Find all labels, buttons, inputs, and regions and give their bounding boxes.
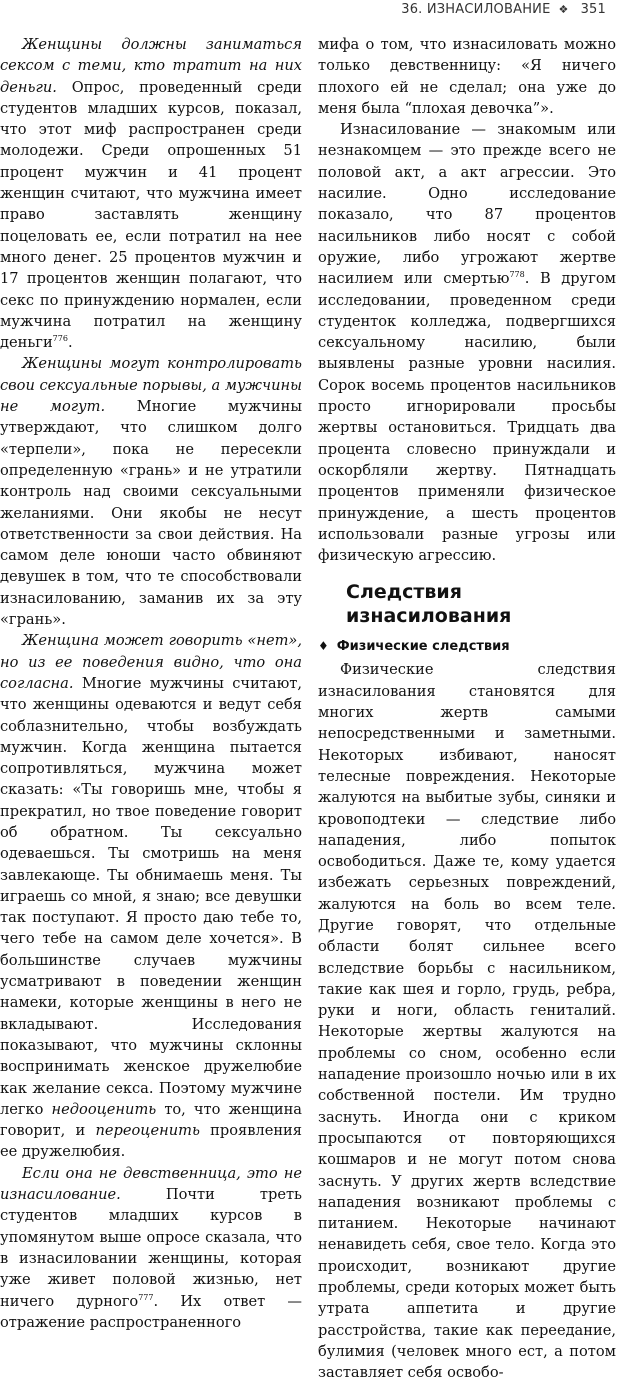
paragraph-text: проявления ее дружелюбия. [0, 1122, 302, 1161]
paragraph-text: то, что женщина говорит, и [0, 1100, 302, 1140]
paragraph-myth-control [0, 353, 302, 630]
myth-statement: Женщина может говорить «нет», но из ее поведения видно, что она согласна. [0, 632, 302, 692]
paragraph-myth-virgin [0, 1163, 302, 1333]
page-number: 351 [580, 2, 606, 17]
subsection-heading [318, 636, 616, 657]
paragraph-text: Почти треть студентов младших курсов в упомянутом выше опросе сказала, что в изнасиловании женщины, которая уже живет половой жизнью, нет ничего дурного [0, 1186, 302, 1310]
chapter-title: 36. ИЗНАСИЛОВАНИЕ [401, 2, 551, 17]
myth-statement: Если она не девственница, это не изнасилование. [0, 1164, 302, 1204]
paragraph-aggression [318, 119, 616, 566]
right-column [318, 34, 616, 1384]
subsection-title: Физические следствия [336, 639, 510, 655]
emphasis: переоценить [95, 1122, 200, 1140]
paragraph-tail: . [67, 334, 73, 352]
left-column [0, 34, 302, 1333]
paragraph-text: Многие мужчины утверждают, что слишком долго «терпели», пока не пересекли определенную «грань» и не утратили контроль над своими сексуальными желаниями. Они якобы не несут ответственности за свои действия. На самом деле юноши часто обвиняют девушек в том, что те способствовали изнасилованию, заманив их за эту «грань». [0, 398, 303, 629]
paragraph-myth-money [0, 34, 302, 353]
footnote-ref: 776 [52, 334, 68, 344]
section-heading: Следствия изнасилования [346, 581, 512, 628]
paragraph-continuation: мифа о том, что изнасиловать можно только девственницу: «Я ничего плохого ей не сделал; она уже до меня была “плохая девочка”». [318, 36, 616, 117]
footnote-ref: 778 [509, 270, 525, 280]
diamond-bullet-icon: ♦ [318, 639, 329, 654]
paragraph-myth-no [0, 630, 302, 1162]
paragraph-text: Изнасилование — знакомым или незнакомцем — это прежде всего не половой акт, а акт агрессии. Это насилие. Одно исследование показало, что 87 процентов насильников либо носят с собой оружие, либо угрожают жертве насилием или смертью [318, 121, 616, 288]
myth-statement: Женщины должны заниматься сексом с теми, кто тратит на них деньги. [0, 36, 302, 96]
emphasis: недооценить [51, 1100, 157, 1118]
running-header [401, 2, 606, 17]
footnote-ref: 777 [138, 1292, 154, 1302]
paragraph-text: Многие мужчины считают, что женщины одеваются и ведут себя соблазнительно, чтобы возбуждать мужчин. Когда женщина пытается сопротивляться, мужчина может сказать: «Ты говоришь мне, чтобы я прекратил, но твое поведение говорит об обратном. Ты сексуально одеваешься. Ты смотришь на меня завлекающе. Ты обнимаешь меня. Ты играешь со мной, я знаю; все девушки так поступают. Я просто даю тебе то, чего тебе на самом деле хочется». В большинстве случаев мужчины усматривают в поведении женщин намеки, которые женщины в него не вкладывают. Исследования показывают, что мужчины склонны воспринимать женское дружелюбие как желание секса. Поэтому мужчине легко [0, 674, 302, 1118]
paragraph-tail: . Их ответ — отражение распространенного [0, 1292, 302, 1331]
ornament-icon: ❖ [558, 3, 569, 16]
paragraph-physical: Физические следствия изнасилования становятся для многих жертв самыми непосредственными и заметными. Некоторых избивают, наносят телесные повреждения. Некоторые жалуются на выбитые зубы, синяки и кровоподтеки — следствие либо нападения, либо попыток освободиться. Даже те, кому удается избежать серьезных повреждений, жалуются на боль во всем теле. Другие говорят, что отдельные области болят сильнее всего вследствие борьбы с насильником, такие как шея и горло, грудь, ребра, руки и ноги, область гениталий. Некоторые жертвы жалуются на проблемы со сном, особенно если нападение произошло ночью или в их собственной постели. Им трудно заснуть. Иногда они с криком просыпаются от повторяющихся кошмаров и не могут потом снова заснуть. У других жертв вследствие нападения возникают проблемы с питанием. Некоторые начинают ненавидеть себя, свое тело. Когда это происходит, возникают другие проблемы, среди которых может быть утрата аппетита и другие расстройства, такие как переедание, булимия (человек много ест, а потом заставляет себя освобо- [318, 661, 616, 1382]
paragraph-text: Опрос, проведенный среди студентов младших курсов, показал, что этот миф распространен среди молодежи. Среди опрошенных 51 процент мужчин и 41 процент женщин считают, что мужчина имеет право заставлять женщину поцеловать ее, если потратил на нее много денег. 25 процентов мужчин и 17 процентов женщин полагают, что секс по принуждению нормален, если мужчина потратил на женщину деньги [0, 78, 302, 352]
myth-statement: Женщины могут контролировать свои сексуальные порывы, а мужчины не могут. [0, 355, 302, 416]
paragraph-tail: . В другом исследовании, проведенном среди студенток колледжа, подвергшихся сексуальному насилию, были выявлены разные уровни насилия. Сорок восемь процентов насильников просто игнорировали просьбы жертвы остановиться. Тридцать два процента словесно принуждали и оскорбляли жертву. Пятнадцать процентов применяли физическое принуждение, а шесть процентов использовали разные угрозы или физическую агрессию. [318, 270, 617, 565]
